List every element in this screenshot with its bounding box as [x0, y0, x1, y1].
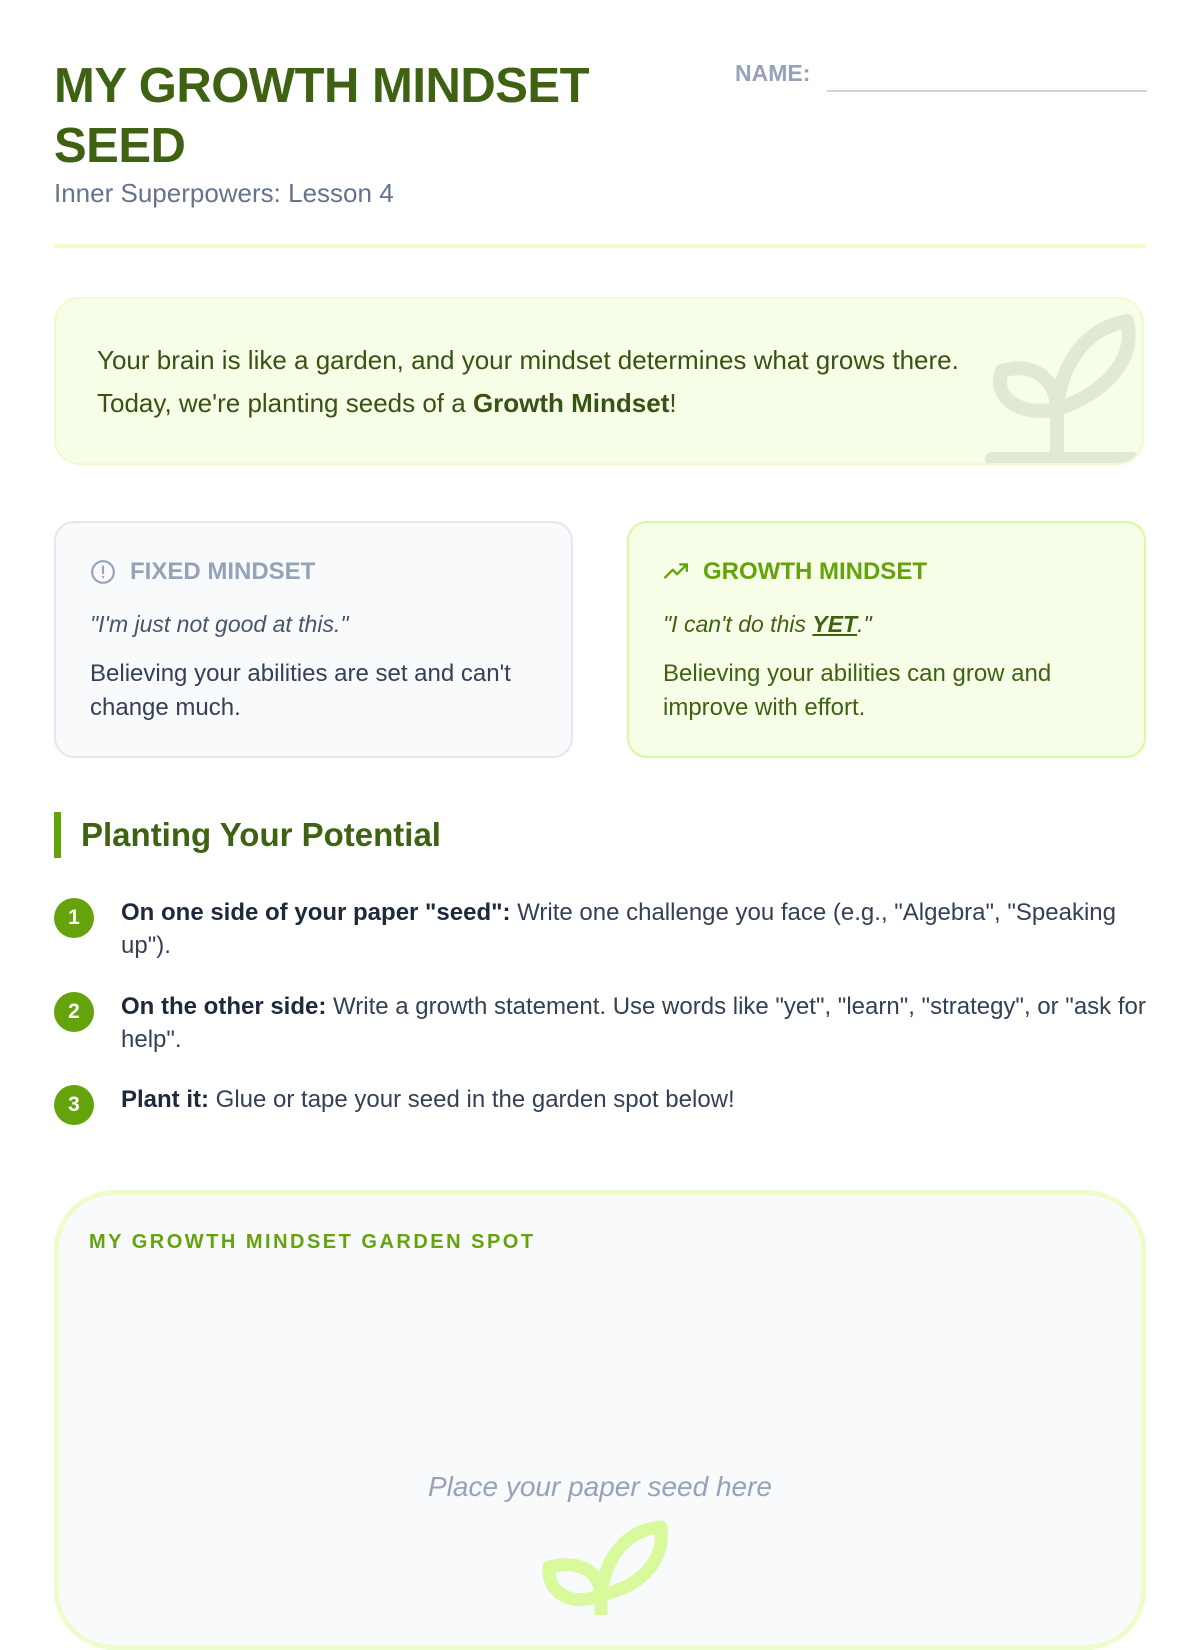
intro-text: [97, 339, 1097, 425]
growth-mindset-quote: [663, 611, 1110, 641]
intro-line-2-suffix: !: [669, 388, 677, 418]
name-field[interactable]: [827, 90, 1147, 92]
growth-quote-prefix: "I can't do this: [663, 611, 813, 637]
step-number-badge: 3: [54, 1085, 94, 1125]
step-number-badge: 2: [54, 992, 94, 1032]
list-item: [54, 896, 1146, 962]
step-body: Write a growth statement. Use words like "yet", "learn", "strategy", or "ask for help".: [121, 993, 1146, 1053]
fixed-mindset-quote: "I'm just not good at this.": [90, 611, 349, 637]
growth-mindset-heading-text: GROWTH MINDSET: [703, 558, 927, 585]
fixed-mindset-description: Believing your abilities are set and can't change much.: [90, 660, 511, 721]
worksheet-page: [54, 0, 1146, 1502]
sprout-icon: [972, 299, 1142, 465]
garden-label: MY GROWTH MINDSET GARDEN SPOT: [89, 1231, 536, 1253]
fixed-mindset-card: [54, 521, 573, 758]
intro-line-2-prefix: Today, we're planting seeds of a: [97, 388, 473, 418]
growth-quote-suffix: .": [857, 611, 872, 637]
garden-placeholder: Place your paper seed here: [428, 1471, 772, 1502]
step-bold: On one side of your paper "seed":: [121, 899, 511, 926]
growth-mindset-heading: [663, 557, 1110, 587]
step-body: Glue or tape your seed in the garden spot below!: [209, 1086, 735, 1113]
list-item: [54, 1083, 735, 1116]
list-item: [54, 990, 1146, 1056]
fixed-mindset-heading: [90, 557, 537, 587]
trending-up-icon: [663, 559, 689, 585]
header: [54, 0, 1146, 248]
name-label: NAME:: [735, 60, 811, 86]
step-number-badge: 1: [54, 898, 94, 938]
growth-mindset-card: [627, 521, 1146, 758]
intro-box: [54, 297, 1144, 465]
intro-line-1: Your brain is like a garden, and your mindset determines what grows there.: [97, 345, 959, 375]
alert-circle-icon: [90, 559, 116, 585]
step-text: [121, 1083, 735, 1116]
page-title: MY GROWTH MINDSET SEED: [54, 59, 590, 173]
step-text: [121, 990, 1146, 1056]
growth-quote-emphasis: YET: [812, 611, 858, 637]
sprout-icon: [539, 1515, 669, 1615]
step-body: Write one challenge you face (e.g., "Algebra", "Speaking up").: [121, 899, 1116, 959]
growth-mindset-description: Believing your abilities can grow and improve with effort.: [663, 660, 1052, 721]
page-subtitle: Inner Superpowers: Lesson 4: [54, 178, 394, 208]
garden-spot[interactable]: [54, 1190, 1146, 1650]
step-text: [121, 896, 1146, 962]
step-bold: Plant it:: [121, 1086, 209, 1113]
intro-line-2-bold: Growth Mindset: [472, 388, 670, 418]
fixed-mindset-heading-text: FIXED MINDSET: [130, 558, 316, 585]
section-heading: Planting Your Potential: [54, 812, 441, 858]
step-bold: On the other side:: [121, 993, 327, 1020]
